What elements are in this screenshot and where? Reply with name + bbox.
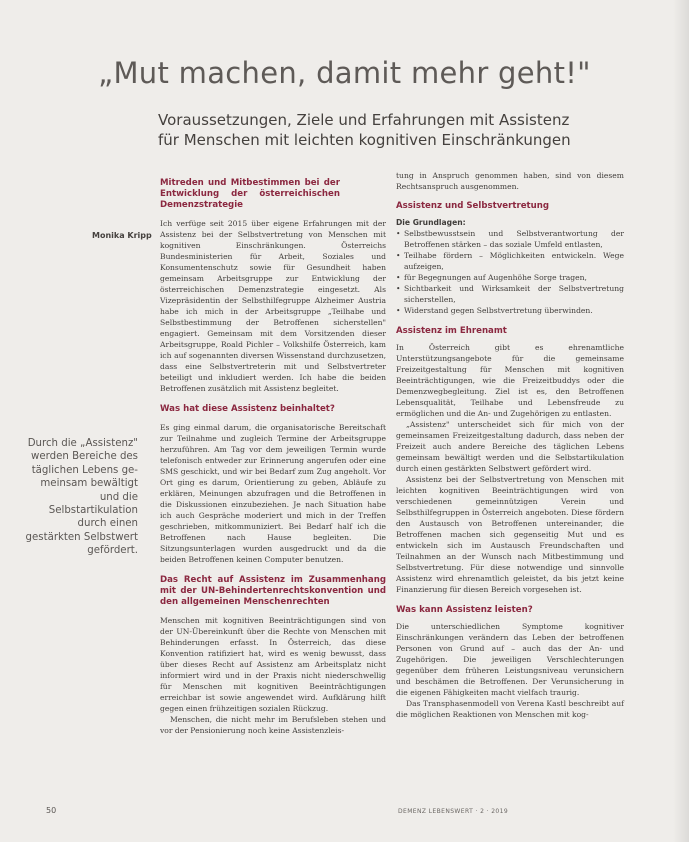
- text-ehrenamt-1: In Österreich gibt es ehrenamtliche Unterstützungsangebote für die gemeinsame Freizeitgestaltung für Menschen mit kognitiven Beeinträchtigungen, wie die Freizeitbuddys oder die Demenzwegbegleitung. Ziel ist es, den Betroffenen Lebensqualität, Teilhabe und Lebensfreude zu ermöglichen und die An- und Zugehörigen zu entlasten.: [396, 343, 624, 418]
- list-grundlagen: [396, 228, 624, 316]
- label-grundlagen: Die Grundlagen:: [396, 218, 466, 227]
- text-recht-auf-assistenz-1: Menschen mit kognitiven Beeinträchtigungen sind von der UN-Übereinkunft über die Rechte von Menschen mit Behinderungen erfasst. In Österreich, das diese Konvention ratifiziert hat, wird es wenig bewusst, dass über dieses Recht auf Assistenz am Arbeitsplatz nicht informiert wird und in der Praxis nicht niederschwellig für Menschen mit kognitiven Beeinträchtigungen erreichbar ist sowie angewendet wird. Aufklärung hilft gegen einen frühzeitigen sozialen Rückzug.: [160, 616, 386, 713]
- text-was-kann-assistenz-1: Die unterschiedlichen Symptome kognitiver Einschränkungen verändern das Leben der betroffenen Personen von Grund auf – auch das der An- und Zugehörigen. Die jeweiligen Verschlechterungen gegenüber dem früheren Leistungsniveau verunsichern und beschämen die Betroffenen. Der Verunsicherung in die eigenen Fähigkeiten macht vielfach traurig.: [396, 622, 624, 697]
- article-subtitle: [158, 110, 658, 150]
- subtitle-line-2: für Menschen mit leichten kognitiven Einschränkungen: [158, 131, 571, 149]
- text-was-kann-assistenz-2: Das Transphasenmodell von Verena Kastl beschreibt auf die möglichen Reaktionen von Menschen mit kog-: [396, 699, 624, 719]
- list-item: • Sichtbarkeit und Wirksamkeit der Selbstvertretung sicherstellen,: [404, 283, 624, 305]
- page-fold-shadow: [673, 0, 689, 842]
- text-recht-auf-assistenz-2: Menschen, die nicht mehr im Berufsleben stehen und vor der Pensionierung noch keine Assistenzleis-: [160, 715, 386, 735]
- heading-mitreden: Mitreden und Mitbestimmen bei der Entwicklung der österreichischen Demenzstrategie: [160, 178, 340, 210]
- list-item: • Selbstbewusstsein und Selbstverantwortung der Betroffenen stärken – das soziale Umfeld entlasten,: [404, 228, 624, 250]
- author-name: Monika Kripp: [92, 231, 152, 240]
- heading-ehrenamt: Assistenz im Ehrenamt: [396, 326, 507, 336]
- heading-assistenz-selbstvertretung: Assistenz und Selbstvertretung: [396, 201, 550, 211]
- article-title: „Mut machen, damit mehr geht!": [98, 56, 591, 90]
- text-was-hat-assistenz: Es ging einmal darum, die organisatorische Bereitschaft zur Teilnahme und zugleich Termine der Arbeitsgruppe herzuführen. Am Tag vor dem jeweiligen Termin wurde telefonisch entweder zur Erinnerung angerufen oder eine SMS geschickt, und wir bei Bedarf zum Zug angeholt. Vor Ort ging es darum, Orientierung zu geben, Abläufe zu erklären, Meinungen abzufragen und die Betroffenen in die Diskussionen einzubeziehen. Je nach Situation habe ich auch Gespräche moderiert und mich in der Treffen geschrieben, mitkommuniziert. Bei Bedarf half ich die Betroffenen nach Hause begleiten. Die Sitzungsunterlagen wurden ausgedruckt und da die beiden Betroffenen keinen Computer benutzen.: [160, 423, 386, 564]
- heading-recht-auf-assistenz: Das Recht auf Assistenz im Zusammenhang mit der UN-Behindertenrechtskonvention und den allgemeinen Menschenrechten: [160, 575, 386, 607]
- heading-was-hat-assistenz: Was hat diese Assistenz beinhaltet?: [160, 404, 335, 414]
- subtitle-line-1: Voraussetzungen, Ziele und Erfahrungen mit Assistenz: [158, 111, 570, 129]
- page-number: 50: [46, 806, 57, 815]
- column-right: [396, 170, 624, 720]
- heading-was-kann-assistenz: Was kann Assistenz leisten?: [396, 605, 533, 615]
- text-ehrenamt-2: „Assistenz" unterscheidet sich für mich von der gemeinsamen Freizeitgestaltung dadurch, dass neben der Freizeit auch andere Bereiche des täglichen Lebens gemeinsam bewältigt werden und die Selbstartikulation durch einen gestärkten Selbstwert gefördert wird.: [396, 420, 624, 473]
- text-mitreden: Ich verfüge seit 2015 über eigene Erfahrungen mit der Assistenz bei der Selbstvertretung von Menschen mit kognitiven Einschränkungen. Österreichs Bundesministerien für Arbeit, Soziales und Konsumentenschutz sowie für Gesundheit haben gemeinsam Arbeitsgruppe zur Entwicklung der österreichischen Demenzstrategie eingesetzt. Als Vizepräsidentin der Selbsthilfegruppe Alzheimer Austria habe ich mich in der Arbeitsgruppe „Teilhabe und Selbstbestimmung der Betroffenen sicherstellen" engagiert. Gemeinsam mit dem Vorsitzenden dieser Arbeitsgruppe, Roald Pichler – Volkshilfe Österreich, kam ich auf sogenannten diversen Wissenstand durchzusetzen, dass eine Selbstvertreterin mit und Selbstvertreter beteiligt und inkludiert werden. Ich habe die beiden Betroffenen zusätzlich mit Assistenz begleitet.: [160, 219, 386, 393]
- text-continuation: tung in Anspruch genommen haben, sind von diesem Rechtsanspruch ausgenommen.: [396, 171, 624, 191]
- list-item: • für Begegnungen auf Augenhöhe Sorge tragen,: [404, 272, 624, 283]
- column-left: [160, 178, 386, 736]
- list-item: • Widerstand gegen Selbstvertretung überwinden.: [404, 305, 624, 316]
- running-footer: DEMENZ LEBENSWERT · 2 · 2019: [398, 808, 509, 815]
- pull-quote: Durch die „Assistenz" werden Bereiche des täglichen Lebens ge-meinsam bewältigt und die Selbstartikulation durch einen gestärkten Selbstwert gefördert.: [25, 438, 138, 557]
- list-item: • Teilhabe fördern – Möglichkeiten entwickeln. Wege aufzeigen,: [404, 250, 624, 272]
- text-ehrenamt-3: Assistenz bei der Selbstvertretung von Menschen mit leichten kognitiven Beeinträchtigungen wird von verschiedenen gemeinnützigen Verein und Selbsthilfegruppen in Österreich angeboten. Diese fördern den Austausch von Betroffenen untereinander, die Betroffenen machen sich gegenseitig Mut und es entwickeln sich im Austausch Freundschaften und Teilnahmen an der Wunsch nach Mitbestimmung und Selbstvertretung. Für diese notwendige und sinnvolle Assistenz wird ehrenamtlich geleistet, da bis jetzt keine Finanzierung für diesen Bereich vorgesehen ist.: [396, 475, 624, 594]
